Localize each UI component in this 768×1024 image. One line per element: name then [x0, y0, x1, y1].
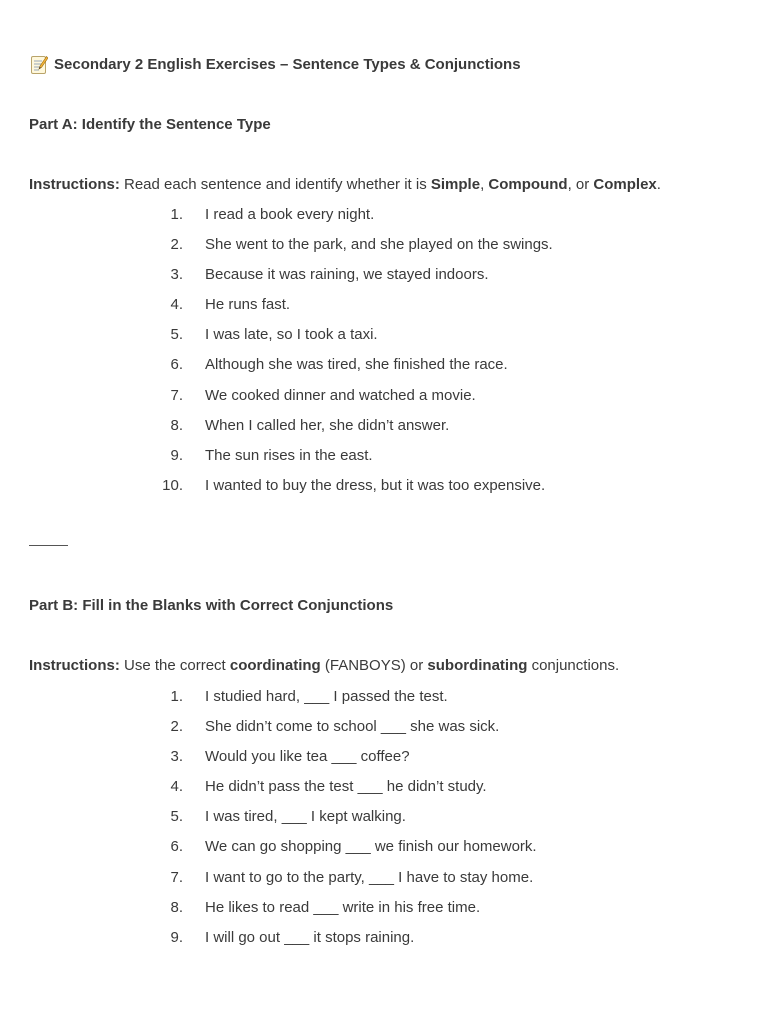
list-item-number: 8.: [170, 898, 183, 916]
instructions-label: Instructions:: [29, 176, 120, 193]
memo-icon: [31, 55, 48, 74]
list-item-number: 3.: [170, 266, 183, 284]
list-item-text: Would you like tea ___ coffee?: [205, 748, 410, 766]
list-item-text: Because it was raining, we stayed indoors.: [205, 266, 489, 284]
term-coordinating: coordinating: [229, 657, 321, 674]
instructions-separator: , or: [567, 176, 594, 193]
part-a-heading: Part A: Identify the Sentence Type: [29, 116, 271, 133]
part-b-heading: Part B: Fill in the Blanks with Correct Conjunctions: [29, 597, 394, 614]
part-b-instructions: [29, 657, 619, 674]
list-item-text: I was late, so I took a taxi.: [205, 326, 378, 344]
list-item-number: 10.: [162, 476, 183, 494]
list-item-number: 8.: [170, 416, 183, 434]
list-item-number: 7.: [170, 868, 183, 886]
list-item-text: The sun rises in the east.: [205, 446, 373, 464]
list-item-number: 6.: [170, 838, 183, 856]
instructions-end: .: [656, 176, 661, 193]
list-item-text: She didn’t come to school ___ she was sick.: [205, 718, 500, 736]
list-item-text: I studied hard, ___ I passed the test.: [205, 688, 448, 705]
list-item-number: 1.: [170, 206, 183, 223]
term-simple: Simple: [430, 176, 481, 193]
list-item-text: I want to go to the party, ___ I have to stay home.: [205, 868, 534, 886]
list-item-number: 2.: [170, 718, 183, 736]
list-item-number: 3.: [170, 748, 183, 766]
list-item-text: He likes to read ___ write in his free time.: [205, 898, 481, 916]
list-item-text: He runs fast.: [205, 296, 291, 314]
term-subordinating: subordinating: [427, 657, 528, 674]
instructions-separator: ,: [480, 176, 489, 193]
list-item-number: 9.: [170, 446, 183, 464]
list-item-number: 6.: [170, 356, 183, 374]
list-item-text: He didn’t pass the test ___ he didn’t study.: [205, 778, 487, 796]
list-item-text: When I called her, she didn’t answer.: [205, 416, 450, 434]
list-item-text: We can go shopping ___ we finish our homework.: [205, 838, 537, 856]
instructions-text: (FANBOYS) or: [320, 657, 428, 674]
list-item-text: We cooked dinner and watched a movie.: [205, 386, 476, 404]
list-item-number: 1.: [170, 688, 183, 705]
instructions-label: Instructions:: [29, 657, 120, 674]
instructions-end: conjunctions.: [527, 657, 620, 674]
list-item-number: 4.: [170, 778, 183, 796]
list-item-number: 4.: [170, 296, 183, 314]
list-item-number: 2.: [170, 236, 183, 254]
document-title: [31, 55, 521, 74]
list-item-text: I read a book every night.: [205, 206, 375, 223]
list-item-text: I will go out ___ it stops raining.: [205, 928, 415, 946]
list-item-text: She went to the park, and she played on the swings.: [205, 236, 553, 254]
title-text: Secondary 2 English Exercises – Sentence Types & Conjunctions: [54, 56, 521, 73]
instructions-text: Use the correct: [119, 657, 230, 674]
section-divider: [29, 545, 68, 546]
list-item-text: Although she was tired, she finished the race.: [205, 356, 508, 374]
term-compound: Compound: [488, 176, 568, 193]
list-item-number: 5.: [170, 808, 183, 826]
term-complex: Complex: [593, 176, 657, 193]
list-item-text: I wanted to buy the dress, but it was too expensive.: [205, 476, 546, 494]
instructions-text: Read each sentence and identify whether it is: [119, 176, 431, 193]
list-item-number: 9.: [170, 928, 183, 946]
list-item-number: 7.: [170, 386, 183, 404]
part-a-instructions: [29, 176, 661, 193]
list-item-text: I was tired, ___ I kept walking.: [205, 808, 406, 826]
list-item-number: 5.: [170, 326, 183, 344]
